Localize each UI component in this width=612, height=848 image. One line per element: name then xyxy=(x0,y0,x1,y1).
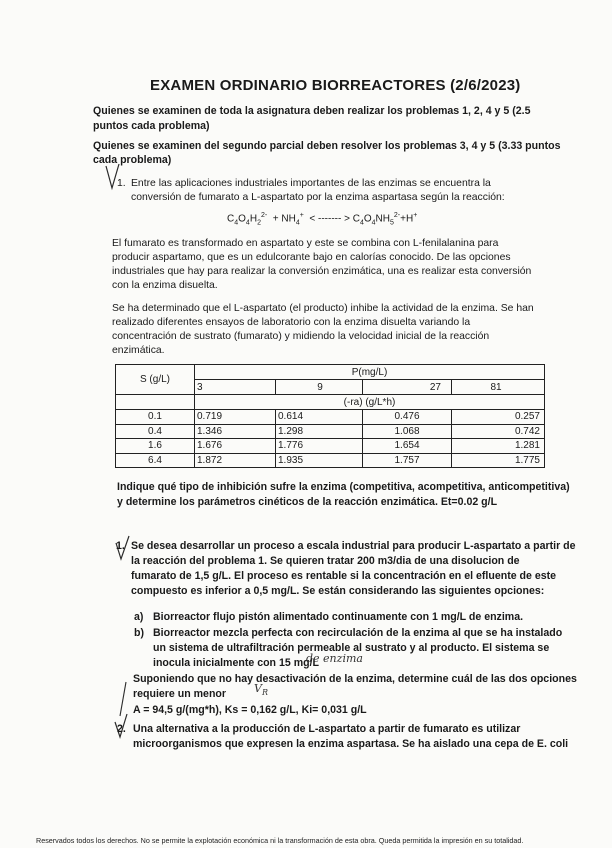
problem2-suppose-line1: Suponiendo que no hay desactivación de la enzima, determine cuál de las dos opciones xyxy=(133,673,577,685)
problem3-number: 2. xyxy=(117,723,126,735)
rate-header-cell xyxy=(195,395,545,410)
problem2-line2: la reacción del problema 1. Se quieren tratar 200 m3/dia de una disolucion de xyxy=(131,555,520,567)
option-b-line1: Biorreactor mezcla perfecta con recirculación de la enzima al que se ha instalado xyxy=(153,627,563,639)
rate-value: 0.742 xyxy=(452,424,545,439)
problem1-p2-line2: producir aspartamo, que es un edulcorante bajo en calorías conocido. De las opciones xyxy=(112,252,511,263)
inhibition-data-table xyxy=(115,364,545,468)
problem2-number: 1. xyxy=(116,540,125,552)
problem1-p2-line1: El fumarato es transformado en aspartato y este se combina con L-fenilalanina para xyxy=(112,238,499,249)
problem2-line3: fumarato de 1,5 g/L. El proceso es rentable si la concentración en el efluente de este xyxy=(131,570,557,582)
problem3-line1: Una alternativa a la producción de L-aspartato a partir de fumarato es utilizar xyxy=(133,723,521,735)
s-value: 0.1 xyxy=(116,410,195,425)
instructions-partial-line2: cada problema) xyxy=(93,154,172,166)
rate-value: 1.872 xyxy=(195,453,276,468)
rate-header: (-ra) (g/L*h) xyxy=(343,396,396,408)
handwritten-annotation-enzima: de enzima xyxy=(306,652,363,665)
rate-value: 1.298 xyxy=(276,424,363,439)
problem3-line2: microorganismos que expresen la enzima aspartasa. Se ha aislado una cepa de E. coli xyxy=(133,738,569,750)
reaction-equation: $C_4O_4H_2^{2-} + NH_4^+$ < ------- > $C_4O_4NH_5^{2-}+H^+$ xyxy=(227,212,418,227)
s-header-cell xyxy=(116,365,195,395)
s-value: 6.4 xyxy=(116,453,195,468)
table-row xyxy=(116,453,545,468)
empty-cell xyxy=(116,395,195,410)
instructions-all-line2: puntos cada problema) xyxy=(93,120,210,132)
problem1-question-line2: y determine los parámetros cinéticos de la reacción enzimática. Et=0.02 g/L xyxy=(117,496,498,508)
rate-value: 1.654 xyxy=(363,439,452,454)
problem1-p3-line4: enzimática. xyxy=(112,345,165,356)
option-b-line2: un sistema de ultrafiltración permeable al sustrato y al producto. El sistema se xyxy=(153,642,550,654)
problem1-question-line1: Indique qué tipo de inhibición sufre la enzima (competitiva, acompetitiva, anticompetitiva) xyxy=(117,481,570,493)
rate-value: 1.068 xyxy=(363,424,452,439)
s-header: S (g/L) xyxy=(139,374,170,385)
handwritten-r: R xyxy=(261,688,268,698)
problem2-line4: compuesto es inferior a 0,5 mg/L. Se están considerando las siguientes opciones: xyxy=(131,585,545,597)
rate-value: 1.757 xyxy=(363,453,452,468)
rate-value: 0.257 xyxy=(452,410,545,425)
option-a-label: a) xyxy=(134,611,144,623)
rate-value: 1.776 xyxy=(276,439,363,454)
option-b-label: b) xyxy=(134,627,144,639)
rate-value: 0.614 xyxy=(276,410,363,425)
p-value: 9 xyxy=(276,380,363,395)
instructions-all-line1: Quienes se examinen de toda la asignatura deben realizar los problemas 1, 2, 4 y 5 (2.5 xyxy=(93,105,531,117)
table-row xyxy=(116,424,545,439)
option-a-text: Biorreactor flujo pistón alimentado continuamente con 1 mg/L de enzima. xyxy=(153,611,524,623)
rate-value: 0.719 xyxy=(195,410,276,425)
kinetic-constants: A = 94,5 g/(mg*h), Ks = 0,162 g/L, Ki= 0,031 g/L xyxy=(133,704,367,716)
problem2-suppose-line2: requiere un menor xyxy=(133,688,227,700)
table-row xyxy=(116,439,545,454)
exam-title: EXAMEN ORDINARIO BIORREACTORES (2/6/2023) xyxy=(150,77,521,94)
p-header: P(mg/L) xyxy=(351,366,388,378)
problem1-p2-line3: industriales que hay para realizar la conversión enzimática, una es realizar esta conversión xyxy=(112,266,532,277)
p-value: 81 xyxy=(452,380,545,395)
rate-value: 1.281 xyxy=(452,439,545,454)
p-value: 27 xyxy=(363,380,452,395)
option-b-line3: inocula inicialmente con 15 mg/L xyxy=(153,657,320,669)
p-header-cell xyxy=(195,365,545,380)
s-value: 0.4 xyxy=(116,424,195,439)
handwritten-annotation-vr xyxy=(254,682,268,697)
rate-value: 0.476 xyxy=(363,410,452,425)
problem1-p3-line2: realizado diferentes ensayos de laboratorio con la enzima disuelta variando la xyxy=(112,317,471,328)
table-row xyxy=(116,410,545,425)
s-value: 1.6 xyxy=(116,439,195,454)
rate-value: 1.346 xyxy=(195,424,276,439)
table-header-row-rate xyxy=(116,395,545,410)
instructions-partial-line1: Quienes se examinen del segundo parcial deben resolver los problemas 3, 4 y 5 (3.33 puntos xyxy=(93,140,561,152)
p-value: 3 xyxy=(195,380,276,395)
problem2-line1: Se desea desarrollar un proceso a escala industrial para producir L-aspartato a partir de xyxy=(131,540,576,552)
handwritten-v: V xyxy=(254,682,262,695)
problem1-p3-line3: concentración de sustrato (fumarato) y midiendo la velocidad inicial de la reacción xyxy=(112,331,490,342)
problem1-number: 1. xyxy=(117,178,126,189)
problem1-p3-line1: Se ha determinado que el L-aspartato (el producto) inhibe la actividad de la enzima. Se han xyxy=(112,303,534,314)
problem1-intro-line1: Entre las aplicaciones industriales importantes de las enzimas se encuentra la xyxy=(131,178,491,189)
table-header-row-p xyxy=(116,365,545,380)
rate-value: 1.775 xyxy=(452,453,545,468)
rate-value: 1.935 xyxy=(276,453,363,468)
problem1-p2-line4: con la enzima disuelta. xyxy=(112,280,218,291)
problem1-intro-line2: conversión de fumarato a L-aspartato por la enzima aspartasa según la reacción: xyxy=(131,192,505,203)
rate-value: 1.676 xyxy=(195,439,276,454)
copyright-footer: Reservados todos los derechos. No se permite la explotación económica ni la transformación de esta obra. Queda permitida la impresión en su totalidad. xyxy=(36,836,524,846)
